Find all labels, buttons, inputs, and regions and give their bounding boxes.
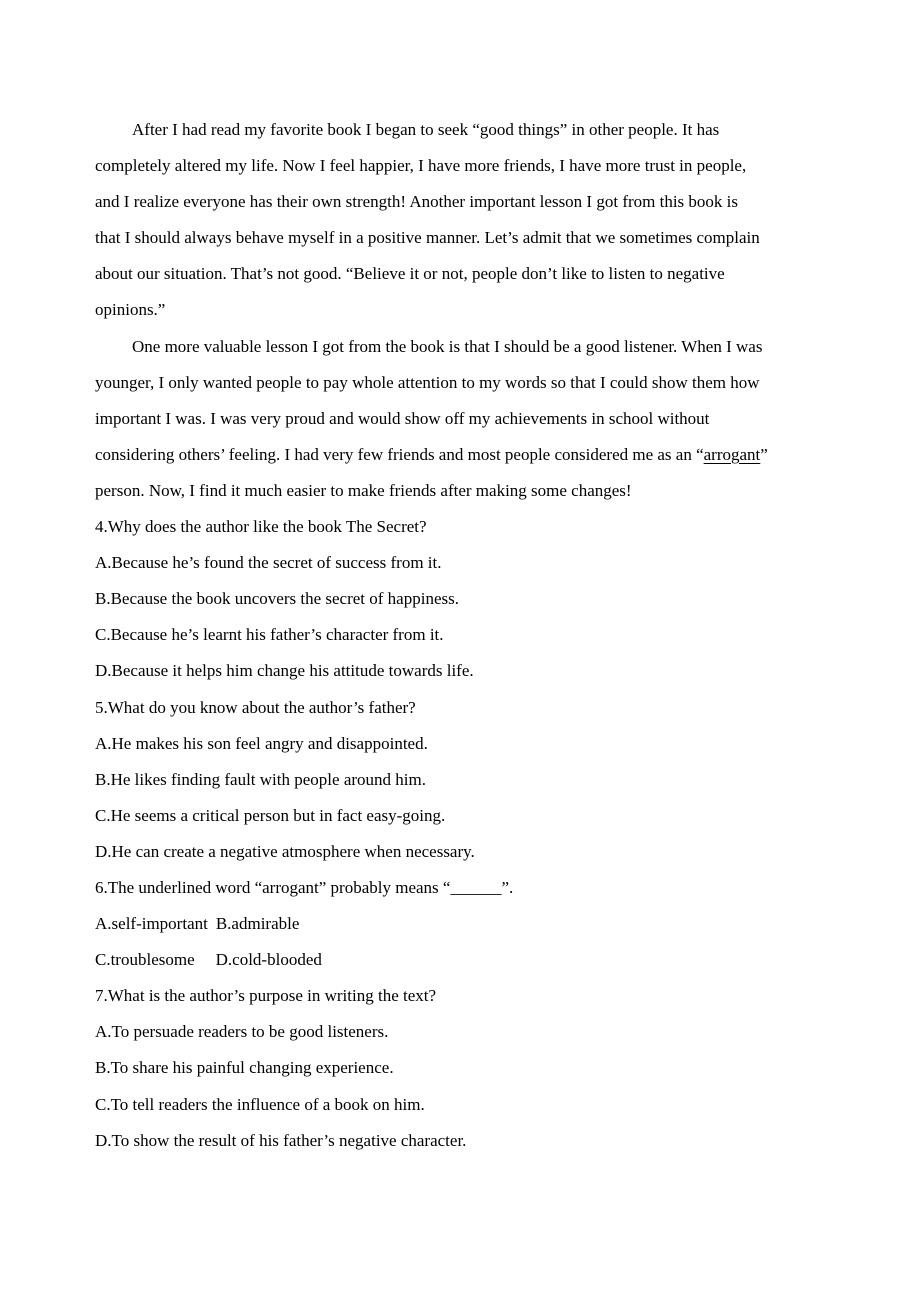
paragraph-2 [95,329,840,509]
text-line: and I realize everyone has their own strength! Another important lesson I got from this book is [95,192,739,212]
text-line: opinions.” [95,300,166,320]
text-line: younger, I only wanted people to pay whole attention to my words so that I could show them how [95,372,760,392]
question-5 [95,690,840,870]
option-b: B.admirable [215,914,300,934]
option-a: A.To persuade readers to be good listeners. [95,1022,389,1042]
question-stem: 5.What do you know about the author’s father? [95,697,416,717]
text-line: After I had read my favorite book I began to seek “good things” in other people. It has [132,120,720,139]
option-a: A.self-important [95,914,208,934]
option-d: D.Because it helps him change his attitude towards life. [95,661,474,681]
option-c: C.He seems a critical person but in fact easy-going. [95,805,446,825]
option-b: B.He likes finding fault with people around him. [95,769,426,789]
text-line [95,437,840,473]
document-page [95,112,840,1159]
question-7 [95,978,840,1158]
question-4 [95,509,840,689]
option-a: A.He makes his son feel angry and disappointed. [95,733,428,753]
question-stem: 4.Why does the author like the book The Secret? [95,517,427,537]
text-span: ” [760,444,768,464]
options-row-2 [95,942,840,978]
option-d: D.He can create a negative atmosphere when necessary. [95,841,475,861]
option-b: B.To share his painful changing experience. [95,1058,394,1078]
option-b: B.Because the book uncovers the secret of happiness. [95,589,459,609]
question-stem: 6.The underlined word “arrogant” probably means “______”. [95,877,514,897]
option-c: C.Because he’s learnt his father’s character from it. [95,625,444,645]
option-a: A.Because he’s found the secret of success from it. [95,553,442,573]
text-line: about our situation. That’s not good. “Believe it or not, people don’t like to listen to negative [95,264,725,284]
options-row-1 [95,906,840,942]
option-d: D.To show the result of his father’s negative character. [95,1130,467,1150]
text-line: person. Now, I find it much easier to make friends after making some changes! [95,480,632,500]
text-line: important I was. I was very proud and would show off my achievements in school without [95,408,710,428]
option-c: C.troublesome [95,950,195,970]
question-stem: 7.What is the author’s purpose in writing the text? [95,986,437,1006]
text-span: considering others’ feeling. I had very few friends and most people considered me as an “ [95,444,704,464]
paragraph-1 [95,112,840,329]
question-6 [95,870,840,978]
text-line: that I should always behave myself in a positive manner. Let’s admit that we sometimes complain [95,228,760,248]
text-line: One more valuable lesson I got from the book is that I should be a good listener. When I was [132,336,763,356]
underlined-word: arrogant [703,444,761,464]
option-c: C.To tell readers the influence of a book on him. [95,1094,425,1114]
text-line: completely altered my life. Now I feel happier, I have more friends, I have more trust in people, [95,156,747,176]
option-d: D.cold-blooded [215,950,322,970]
